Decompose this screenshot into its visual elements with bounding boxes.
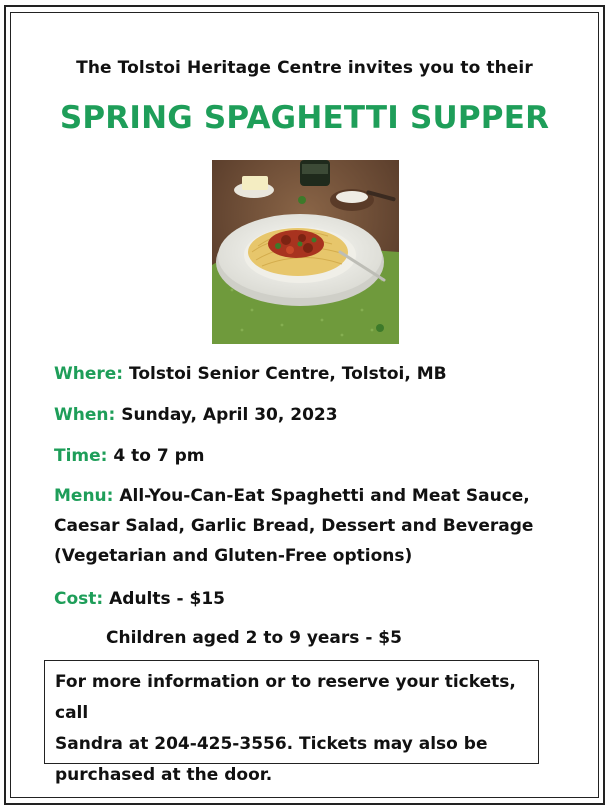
intro-text: The Tolstoi Heritage Centre invites you to their [76, 58, 533, 78]
info-line-3: purchased at the door. [55, 765, 273, 785]
when-value: Sunday, April 30, 2023 [121, 405, 338, 425]
cost-adults: Adults - $15 [109, 589, 226, 609]
menu-line-3: (Vegetarian and Gluten-Free options) [54, 546, 413, 566]
cost-label: Cost: [54, 589, 104, 609]
cost-children: Children aged 2 to 9 years - $5 [106, 628, 402, 648]
event-title: SPRING SPAGHETTI SUPPER [59, 100, 550, 136]
menu-value-line-1: All-You-Can-Eat Spaghetti and Meat Sauce, [119, 486, 530, 506]
info-line-2: Sandra at 204-425-3556. Tickets may also be [55, 734, 488, 754]
when-label: When: [54, 405, 116, 425]
info-line-1: For more information or to reserve your tickets, call [55, 672, 516, 723]
when-line [54, 405, 338, 425]
cost-line [54, 589, 225, 609]
menu-line-2: Caesar Salad, Garlic Bread, Dessert and Beverage [54, 516, 534, 536]
time-value: 4 to 7 pm [113, 446, 205, 466]
menu-label: Menu: [54, 486, 114, 506]
where-label: Where: [54, 364, 124, 384]
time-line [54, 446, 205, 466]
where-value: Tolstoi Senior Centre, Tolstoi, MB [129, 364, 447, 384]
info-box [44, 660, 539, 785]
menu-line-1 [54, 486, 530, 506]
where-line [54, 364, 447, 384]
time-label: Time: [54, 446, 108, 466]
spaghetti-photo [212, 160, 399, 344]
